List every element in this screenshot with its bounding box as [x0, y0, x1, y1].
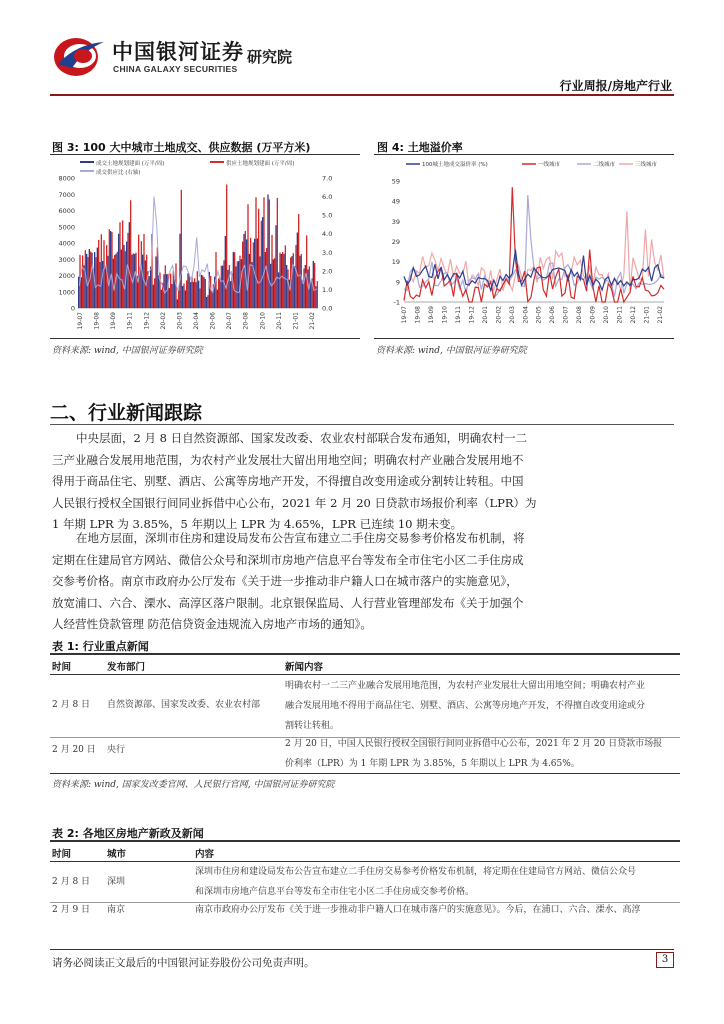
table2-title: 表 2: 各地区房地产新政及新闻: [52, 827, 204, 840]
x-axis-tick: 20-11: [616, 306, 624, 324]
figure3-rule: [50, 154, 360, 155]
x-axis-tick: 20-03: [176, 312, 184, 330]
x-axis-tick: 21-02: [657, 306, 664, 324]
left-axis-tick: 6000: [58, 207, 75, 215]
legend-label: 成交供应比 (右轴): [96, 170, 141, 176]
x-axis-tick: 19-11: [126, 312, 134, 330]
bar-deal: [118, 234, 119, 308]
table1-header-rule: [50, 674, 680, 675]
bar-deal: [217, 290, 218, 308]
bar-supply: [194, 278, 195, 308]
x-axis-tick: 20-10: [259, 312, 267, 330]
paragraph-local: [52, 528, 572, 636]
bar-deal: [198, 281, 199, 308]
bar-supply: [202, 275, 203, 308]
bar-deal: [297, 233, 298, 308]
x-axis-tick: 20-04: [193, 312, 200, 330]
x-axis-tick: 19-08: [414, 306, 422, 324]
bar-deal: [249, 254, 250, 308]
x-axis-tick: 20-10: [603, 306, 611, 324]
bar-deal: [171, 284, 172, 308]
bar-deal: [227, 270, 228, 308]
bar-supply: [109, 229, 110, 308]
figure4-title: 图 4: 土地溢价率: [377, 141, 463, 154]
footer-divider: [50, 949, 674, 950]
bar-supply: [306, 235, 307, 308]
bar-supply: [183, 284, 184, 308]
figure3-source: 资料来源: wind, 中国银河证券研究院: [52, 346, 203, 356]
bar-deal: [161, 290, 162, 308]
bar-deal: [219, 278, 220, 308]
x-axis-tick: 20-06: [209, 312, 217, 330]
bar-supply: [143, 234, 144, 308]
figure4-bottom-rule: [374, 338, 674, 339]
legend-label: 供应土地规划建面 (万平/周): [226, 161, 295, 167]
y-axis-tick: 19: [391, 258, 400, 267]
table1-bottom-rule: [50, 773, 680, 774]
bar-deal: [129, 222, 130, 308]
y-axis-tick: 29: [391, 238, 400, 246]
bar-supply: [98, 240, 99, 308]
right-axis-tick: 0.0: [322, 304, 333, 313]
x-axis-tick: 20-01: [481, 306, 489, 324]
figure3-chart: [50, 156, 360, 336]
bar-deal: [134, 254, 135, 308]
x-axis-tick: 20-04: [522, 306, 530, 324]
table1-row1-dept: 自然资源部、国家发改委、农业农村部: [107, 700, 261, 710]
table1-row1-date: 2 月 8 日: [52, 700, 91, 710]
table1-header-content: 新闻内容: [285, 662, 324, 673]
y-axis-tick: 49: [391, 197, 400, 206]
bar-deal: [97, 248, 98, 308]
para2-line: 放宽浦口、六合、溧水、高淳区落户限制。北京银保监局、人行营业管理部发布《关于加强个: [52, 595, 524, 610]
x-axis-tick: 20-12: [630, 306, 638, 324]
bar-supply: [210, 276, 211, 308]
x-axis-tick: 20-05: [535, 306, 543, 324]
bar-supply: [293, 253, 294, 308]
bar-deal: [83, 265, 84, 308]
bar-deal: [275, 225, 276, 308]
x-axis-tick: 20-02: [495, 306, 503, 324]
table2-row1-date: 2 月 8 日: [52, 877, 91, 887]
table2-header-content: 内容: [195, 849, 215, 860]
left-axis-tick: 7000: [58, 190, 75, 199]
x-axis-tick: 20-09: [589, 306, 597, 324]
bar-supply: [170, 274, 171, 308]
report-category: 行业周报/房地产行业: [559, 79, 672, 93]
bar-deal: [302, 280, 303, 308]
figure3-title: 图 3: 100 大中城市土地成交、供应数据 (万平方米): [52, 141, 311, 154]
bar-supply: [298, 214, 299, 308]
bar-supply: [173, 271, 174, 308]
right-axis-tick: 6.0: [322, 193, 333, 202]
x-axis-tick: 19-10: [441, 306, 449, 324]
bar-deal: [187, 273, 188, 308]
bar-deal: [142, 255, 143, 308]
table1-source: 资料来源: wind, 国家发改委官网、人民银行官网, 中国银河证券研究院: [52, 780, 335, 790]
bar-supply: [282, 252, 283, 308]
bar-deal: [235, 266, 236, 308]
bar-supply: [218, 278, 219, 308]
bar-supply: [285, 245, 286, 308]
x-axis-tick: 20-08: [242, 312, 250, 330]
x-axis-tick: 21-01: [643, 306, 651, 324]
bar-supply: [279, 253, 280, 308]
bar-deal: [211, 291, 212, 308]
bar-supply: [186, 280, 187, 308]
left-axis-tick: 0: [70, 304, 75, 313]
right-axis-tick: 4.0: [322, 230, 333, 239]
table2-row1-content: [195, 862, 680, 902]
left-axis-tick: 3000: [58, 255, 75, 264]
galaxy-logo-icon: [50, 34, 110, 80]
bar-supply: [165, 265, 166, 308]
bar-deal: [281, 254, 282, 308]
bar-deal: [238, 261, 239, 308]
bar-supply: [122, 220, 123, 308]
x-axis-tick: 20-08: [576, 306, 584, 324]
paragraph-central: [52, 428, 572, 536]
bar-supply: [247, 204, 248, 308]
para1-line: 中央层面，2 月 8 日自然资源部、国家发改委、农业农村部联合发布通知，明确农村一二: [76, 431, 528, 445]
bar-deal: [169, 288, 170, 308]
para2-line: 定期在住建局官方网站、微信公众号和深圳市房地产信息平台等发布全市住宅小区二手住房成: [52, 552, 524, 567]
bar-supply: [207, 295, 208, 308]
bar-supply: [229, 265, 230, 308]
bar-deal: [182, 286, 183, 308]
x-axis-tick: 19-08: [93, 312, 101, 330]
bar-supply: [189, 275, 190, 308]
x-axis-tick: 20-11: [275, 312, 283, 330]
brand-institute: 研究院: [247, 48, 293, 66]
left-axis-tick: 1000: [58, 288, 75, 297]
table1-row1-line: 明确农村一二三产业融合发展用地范围，为农村产业发展壮大留出用地空间；明确农村产业: [285, 681, 646, 691]
bar-deal: [123, 245, 124, 308]
bar-supply: [205, 279, 206, 308]
table2-header-date: 时间: [52, 849, 72, 860]
bar-deal: [283, 254, 284, 308]
table2-row2-line: 南京市政府办公厅发布《关于进一步推动非户籍人口在城市落户的实施意见》。今后，在浦口、六合、溧水、高淳: [195, 905, 641, 915]
bar-deal: [299, 256, 300, 308]
bar-supply: [181, 190, 182, 308]
y-axis-tick: 9: [395, 278, 400, 287]
right-axis-tick: 1.0: [322, 285, 333, 294]
bar-supply: [135, 253, 136, 308]
bar-supply: [253, 242, 254, 308]
bar-deal: [265, 252, 266, 308]
table1-header-date: 时间: [52, 662, 72, 673]
left-axis-tick: 5000: [58, 223, 75, 232]
bar-deal: [177, 299, 178, 308]
bar-deal: [158, 275, 159, 308]
bar-supply: [82, 255, 83, 308]
bar-deal: [110, 231, 111, 308]
legend-label: 三线城市: [635, 162, 658, 168]
x-axis-tick: 20-03: [508, 306, 516, 324]
bar-supply: [301, 254, 302, 308]
bar-deal: [203, 277, 204, 308]
left-axis-tick: 4000: [58, 239, 75, 248]
x-axis-tick: 19-11: [454, 306, 462, 324]
left-axis-tick: 2000: [58, 272, 75, 280]
bar-supply: [149, 276, 150, 308]
bar-supply: [295, 245, 296, 308]
page-number: 3: [656, 952, 674, 968]
table1-header-dept: 发布部门: [107, 662, 146, 673]
brand-name-cn: 中国银河证券: [112, 40, 244, 64]
bar-deal: [78, 277, 79, 308]
bar-deal: [193, 282, 194, 308]
table1-title: 表 1: 行业重点新闻: [52, 640, 149, 653]
left-axis-tick: 8000: [58, 174, 75, 183]
bar-deal: [286, 265, 287, 308]
bar-supply: [191, 276, 192, 308]
y-axis-tick: 59: [391, 177, 400, 186]
bar-deal: [222, 266, 223, 308]
x-axis-tick: 21-01: [292, 312, 300, 330]
table1-row2-line: 价利率（LPR）为 1 年期 LPR 为 3.85%，5 年期以上 LPR 为 4.65%。: [285, 759, 580, 769]
para1-line: 三产业融合发展用地范围，为农村产业发展壮大留出用地空间；明确农村产业融合发展用地不: [52, 452, 524, 467]
legend-label: 一线城市: [538, 162, 561, 168]
bar-deal: [305, 265, 306, 308]
bar-supply: [199, 288, 200, 308]
footer-disclaimer: 请务必阅读正文最后的中国银河证券股份公司免责声明。: [52, 957, 315, 969]
table2-row2-date: 2 月 9 日: [52, 905, 91, 915]
figure3-bottom-rule: [50, 338, 360, 339]
table1-row2-date: 2 月 20 日: [52, 745, 96, 755]
table2-top-rule: [50, 840, 680, 842]
bar-deal: [102, 261, 103, 308]
x-axis-tick: 20-02: [159, 312, 167, 330]
legend-label: 二线城市: [593, 162, 616, 168]
bar-supply: [119, 222, 120, 308]
bar-deal: [267, 195, 268, 308]
bar-deal: [294, 266, 295, 308]
para1-line: 得用于商品住宅、别墅、酒店、公寓等房地产开发，不得擅自改变用途或分割转让转租。中国: [52, 474, 524, 488]
bar-deal: [243, 234, 244, 308]
figure4-source: 资料来源: wind, 中国银河证券研究院: [376, 346, 527, 356]
y-axis-tick: -1: [393, 298, 400, 307]
bar-supply: [263, 197, 264, 308]
bar-supply: [255, 197, 256, 308]
bar-supply: [111, 232, 112, 308]
table2-row1-line: 和深圳市房地产信息平台等发布全市住宅小区二手住房成交参考价格。: [195, 887, 475, 897]
bar-deal: [262, 217, 263, 308]
bar-deal: [201, 275, 202, 308]
bar-supply: [103, 240, 104, 308]
x-axis-tick: 20-06: [549, 306, 557, 324]
section-title: 二、行业新闻跟踪: [50, 402, 203, 424]
bar-supply: [317, 281, 318, 308]
header-divider: [50, 94, 674, 96]
bar-deal: [251, 262, 252, 308]
table1-row1-content: [285, 676, 680, 736]
x-axis-tick: 19-12: [468, 306, 476, 324]
bar-supply: [242, 241, 243, 308]
bar-deal: [195, 282, 196, 308]
table1-row1-line: 融合发展用地不得用于商品住宅、别墅、酒店、公寓等房地产开发，不得擅自改变用途或分: [285, 701, 646, 711]
bar-deal: [206, 297, 207, 308]
bar-deal: [246, 239, 247, 308]
bar-deal: [179, 234, 180, 308]
table1-row1-line: 割转让转租。: [285, 721, 340, 731]
table1-top-rule: [50, 653, 680, 655]
bar-supply: [266, 248, 267, 308]
table2-header-city: 城市: [107, 849, 127, 860]
bar-supply: [269, 199, 270, 308]
brand-name-en: CHINA GALAXY SECURITIES: [113, 64, 238, 74]
bar-supply: [261, 221, 262, 308]
x-axis-tick: 20-07: [226, 312, 234, 330]
table2-row2-city: 南京: [107, 905, 126, 915]
bar-supply: [178, 290, 179, 308]
bar-deal: [174, 279, 175, 308]
legend-label: 100城土地成交溢价率 (%): [422, 162, 488, 168]
x-axis-tick: 20-07: [562, 306, 570, 324]
bar-deal: [150, 267, 151, 308]
para2-line: 在地方层面，深圳市住房和建设局发布公告宣布建立二手住房交易参考价格发布机制，将: [76, 531, 525, 545]
table1-row2-content: [285, 734, 680, 774]
para1-line: 人民银行授权全国银行间同业拆借中心公布，2021 年 2 月 20 日贷款市场报价利率（LPR）为: [52, 495, 537, 510]
x-axis-tick: 19-07: [77, 312, 84, 330]
bar-supply: [130, 200, 131, 308]
bar-deal: [91, 253, 92, 308]
bar-supply: [314, 263, 315, 308]
bar-deal: [81, 277, 82, 308]
bar-supply: [95, 257, 96, 308]
bar-supply: [221, 266, 222, 308]
x-axis-tick: 19-09: [427, 306, 435, 324]
para2-line: 人经营性贷款管理 防范信贷资金违规流入房地产市场的通知》。: [52, 617, 372, 631]
x-axis-tick: 19-12: [143, 312, 151, 330]
bar-supply: [197, 271, 198, 308]
bar-supply: [277, 198, 278, 308]
y-axis-tick: 39: [391, 217, 400, 226]
bar-supply: [303, 268, 304, 308]
bar-supply: [287, 269, 288, 308]
bar-supply: [141, 241, 142, 308]
bar-supply: [237, 261, 238, 308]
table1-row2-dept: 央行: [107, 745, 126, 755]
x-axis-tick: 21-02: [309, 312, 316, 330]
bar-supply: [90, 252, 91, 308]
table1-row2-line: 2 月 20 日，中国人民银行授权全国银行间同业拆借中心公布，2021 年 2 月 20 日贷款市场报: [285, 739, 663, 749]
bar-supply: [154, 278, 155, 308]
para2-line: 交参考价格。南京市政府办公厅发布《关于进一步推动非户籍人口在城市落户的实施意见》，: [52, 574, 518, 588]
table2-row1-line: 深圳市住房和建设局发布公告宣布建立二手住房交易参考价格发布机制，将定期在住建局官方网站、微信公众号: [195, 867, 637, 877]
section-divider: [50, 424, 674, 425]
bar-supply: [101, 234, 102, 308]
right-axis-tick: 2.0: [322, 267, 333, 276]
table2-row1-city: 深圳: [107, 877, 126, 887]
bar-deal: [230, 281, 231, 308]
para1-line: 1 年期 LPR 为 3.85%，5 年期以上 LPR 为 4.65%，LPR 已连续 10 期未变。: [52, 517, 463, 531]
table2-row2-content: [195, 900, 680, 920]
x-axis-tick: 19-07: [401, 306, 408, 324]
bar-supply: [271, 235, 272, 308]
bar-deal: [155, 256, 156, 308]
bar-deal: [153, 285, 154, 308]
bar-supply: [258, 209, 259, 308]
bar-deal: [105, 268, 106, 308]
right-axis-tick: 7.0: [322, 174, 333, 183]
bar-deal: [190, 282, 191, 308]
bar-deal: [257, 238, 258, 308]
right-axis-tick: 5.0: [322, 211, 333, 220]
x-axis-tick: 19-09: [110, 312, 118, 330]
bar-supply: [117, 252, 118, 308]
bar-deal: [121, 250, 122, 308]
figure4-rule: [374, 154, 674, 155]
bar-deal: [185, 290, 186, 308]
figure4-chart: [374, 156, 674, 336]
bar-deal: [225, 236, 226, 308]
bar-supply: [250, 238, 251, 308]
bar-supply: [234, 252, 235, 308]
legend-label: 成交土地规划建面 (万平/周): [96, 161, 165, 167]
right-axis-tick: 3.0: [322, 248, 333, 257]
